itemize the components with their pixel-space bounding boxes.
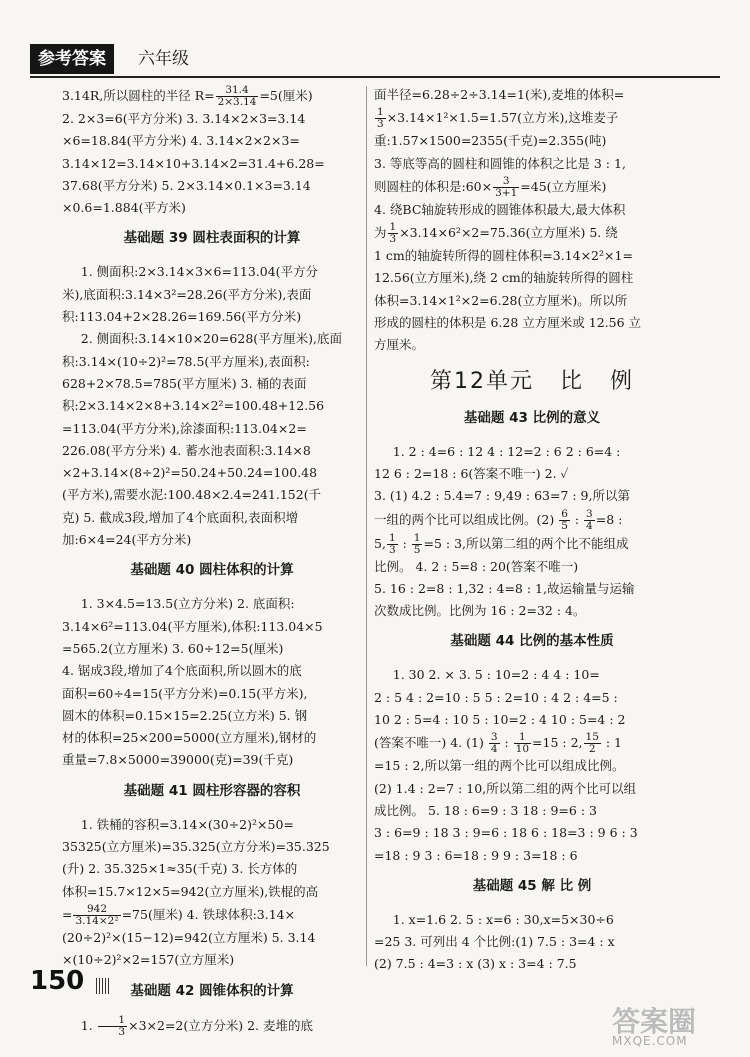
answer-line: (2) 7.5 : 4=3 : x (3) x : 3=4 : 7.5	[374, 956, 577, 972]
answer-line: (升) 2. 35.325×1≈35(千克) 3. 长方体的	[62, 861, 298, 877]
answer-line: 材的体积=25×200=5000(立方厘米),钢材的	[62, 730, 317, 746]
fraction-denominator: 4	[490, 743, 498, 756]
answer-line: 比例。 4. 2 : 5=8 : 20(答案不唯一)	[374, 558, 579, 574]
answer-line: 方厘米。	[374, 337, 425, 353]
fraction	[375, 107, 386, 130]
answer-line: 3.14×12=3.14×10+3.14×2=31.4+6.28=	[62, 155, 325, 171]
answer-line: 35325(立方厘米)=35.325(立方分米)=35.325	[62, 839, 330, 855]
answer-line: (20÷2)²×(15−12)=942(立方厘米) 5. 3.14	[62, 929, 316, 945]
fraction-denominator: 2	[588, 743, 596, 756]
answer-line: 一组的两个比可以组成比例。(2) $\frac{6}{5}$ : $\frac{3}{4}$ =8 :	[374, 507, 623, 532]
fraction	[387, 533, 398, 556]
fraction-numerator: 1	[377, 106, 384, 119]
answer-line: (2) 1.4 : 2=7 : 10,所以第二组的两个比可以组	[374, 780, 637, 796]
fraction	[493, 176, 519, 199]
answer-line: 4. 绕BC轴旋转形成的圆锥体积最大,最大体积	[374, 201, 626, 217]
fraction	[216, 85, 259, 108]
fraction	[559, 509, 570, 532]
answer-line: $\frac{1}{3}$ ×3.14×1²×1.5=1.57(立方米),这堆麦子	[377, 106, 619, 131]
fraction-denominator: 4	[586, 519, 593, 532]
fraction-numerator: 1	[98, 1015, 127, 1027]
fraction-denominator: 3	[118, 1025, 126, 1038]
fraction	[584, 509, 595, 532]
section-title-44: 基础题 44 比例的基本性质	[450, 633, 614, 650]
fraction	[514, 732, 531, 755]
answer-line: 1. 3×4.5=13.5(立方分米) 2. 底面积:	[80, 596, 295, 612]
answer-line: (平方米),需要水泥:100.48×2.4=241.152(千	[62, 487, 322, 503]
fraction-numerator: 1	[514, 732, 531, 744]
answer-line: 1. $\frac{1}{3}$ ×3×2=2(立方分米) 2. 麦堆的底	[80, 1013, 314, 1038]
answer-line: 37.68(平方分米) 5. 2×3.14×0.1×3=3.14	[62, 177, 311, 193]
fraction-numerator: 31.4	[216, 85, 259, 97]
fraction-numerator: 3	[493, 176, 519, 188]
answer-line: =113.04(平方分米),涂漆面积:113.04×2=	[62, 420, 307, 436]
answer-line: 克) 5. 截成3段,增加了4个底面积,表面积增	[62, 509, 299, 525]
fraction-numerator: 1	[389, 221, 397, 234]
right-column	[374, 84, 690, 976]
answer-line: 体积=3.14×1²×2=6.28(立方厘米)。所以所	[374, 292, 628, 308]
fraction	[98, 1015, 127, 1038]
fraction	[73, 904, 120, 927]
answer-line: 10 2 : 5=4 : 10 5 : 10=2 : 4 10 : 5=4 : 2	[374, 712, 626, 728]
watermark-url: MXQE.COM	[612, 1034, 688, 1048]
answer-line: 5, $\frac{1}{3}$ : $\frac{1}{5}$ =5 : 3,所以第二组的两个比不能组成	[374, 531, 629, 556]
answer-line: 1. x=1.6 2. 5 : x=6 : 30,x=5×30÷6	[392, 911, 614, 927]
answer-line: 积:2×3.14×2×8+3.14×2²=100.48+12.56	[62, 398, 325, 414]
answer-line: ×(10÷2)²×2=157(立方厘米)	[62, 952, 235, 968]
unit-name: 第12单元	[429, 368, 534, 394]
answer-line: ×0.6=1.884(平方米)	[62, 200, 186, 216]
fraction-denominator: 3	[388, 543, 396, 556]
answer-line: 5. 16 : 2=8 : 1,32 : 4=8 : 1,故运输量与运输	[374, 580, 635, 596]
answer-line: 圆木的体积=0.15×15=2.25(立方米) 5. 钢	[62, 707, 308, 723]
watermark-text: 答案圈	[612, 1005, 697, 1038]
answer-line: 12 6 : 2=18 : 6(答案不唯一) 2. ✓	[374, 465, 569, 481]
answer-line: 1. 2 : 4=6 : 12 4 : 12=2 : 6 2 : 6=4 :	[392, 443, 621, 459]
answer-line: 重量=7.8×5000=39000(克)=39(千克)	[62, 752, 294, 768]
answer-line: 3 : 6=9 : 18 3 : 9=6 : 18 6 : 18=3 : 9 6 : 3	[374, 825, 638, 841]
fraction	[584, 732, 601, 755]
fraction-denominator: 3.14×2²	[75, 914, 119, 927]
fraction-numerator: 942	[73, 904, 120, 916]
fraction-denominator: 3	[377, 118, 384, 131]
unit-word-1: 比	[559, 368, 584, 394]
page-number-decoration	[96, 978, 110, 994]
watermark-logo	[612, 1005, 730, 1050]
answer-line: 积:113.04+2×28.26=169.56(平方分米)	[62, 309, 302, 325]
answer-line: 加:6×4=24(平方分米)	[62, 532, 192, 548]
answer-line: = $\frac{942}{\text{3.14×2²}}$ =75(厘米) 4. 铁球体积:3.14×	[62, 902, 296, 927]
header-label: 参考答案	[30, 44, 114, 74]
answer-line: 3. (1) 4.2 : 5.4=7 : 9,49 : 63=7 : 9,所以第	[374, 488, 630, 504]
answer-line: 3.14R,所以圆柱的半径 R= $\frac{31.4}{2\times 3.14}$ =5(厘米)	[62, 84, 313, 108]
answer-line: 1. 30 2. × 3. 5 : 10=2 : 4 4 : 10=	[392, 667, 600, 683]
fraction-denominator: 5	[561, 519, 568, 532]
answer-line: 体积=15.7×12×5=942(立方厘米),铁棍的高	[62, 883, 319, 899]
answer-line: ×2+3.14×(8÷2)²=50.24+50.24=100.48	[62, 465, 318, 481]
header-rule	[30, 76, 720, 78]
fraction-denominator: 3+1	[495, 186, 518, 199]
fraction-numerator: 6	[561, 507, 568, 520]
answer-line: 1. 铁桶的容积=3.14×(30÷2)²×50=	[80, 816, 294, 832]
section-title-43: 基础题 43 比例的意义	[463, 409, 601, 426]
answer-line: =15 : 2,所以第一组的两个比可以组成比例。	[374, 758, 625, 774]
unit-title	[374, 365, 690, 399]
section-title-45: 基础题 45 解 比 例	[472, 877, 592, 894]
answer-line: =18 : 9 3 : 6=18 : 9 9 : 3=18 : 6	[374, 847, 578, 863]
page-number: 150	[30, 966, 85, 996]
answer-line: 米),底面积:3.14×3²=28.26(平方分米),表面	[62, 286, 312, 302]
answer-line: ×6=18.84(平方分米) 4. 3.14×2×2×3=	[62, 133, 300, 149]
fraction-numerator: 1	[413, 531, 421, 544]
answer-line: 1. 侧面积:2×3.14×3×6=113.04(平方分	[80, 264, 319, 280]
answer-line: 面积=60÷4=15(平方分米)=0.15(平方米),	[62, 685, 308, 701]
fraction-numerator: 3	[490, 731, 498, 744]
answer-line: 1 cm的轴旋转所得的圆柱体积=3.14×2²×1=	[374, 248, 633, 264]
answer-line: 2 : 5 4 : 2=10 : 5 5 : 2=10 : 4 2 : 4=5 :	[374, 689, 618, 705]
fraction-numerator: 15	[585, 731, 599, 744]
fraction	[388, 222, 399, 245]
answer-line: 面半径=6.28÷2÷3.14=1(米),麦堆的体积=	[374, 87, 625, 102]
answer-line: 次数成比例。比例为 16 : 2=32 : 4。	[374, 603, 586, 619]
fraction-denominator: 3	[389, 233, 397, 246]
answer-line: 形成的圆柱的体积是 6.28 立方厘米或 12.56 立	[374, 315, 642, 331]
section-title-40: 基础题 40 圆柱体积的计算	[130, 562, 294, 579]
fraction	[412, 533, 423, 556]
answer-line: 2. 2×3=6(平方分米) 3. 3.14×2×3=3.14	[62, 111, 306, 126]
answer-line: 则圆柱的体积是:60× $\frac{3}{3+1}$ =45(立方厘米)	[374, 174, 607, 199]
answer-line: 2. 侧面积:3.14×10×20=628(平方厘米),底面	[80, 331, 343, 347]
fraction-denominator: 10	[515, 743, 530, 756]
answer-line: 4. 锯成3段,增加了4个底面积,所以圆木的底	[62, 663, 302, 679]
fraction-denominator: 5	[413, 543, 421, 556]
header-grade: 六年级	[138, 49, 189, 69]
fraction-numerator: 1	[388, 531, 396, 544]
left-column	[62, 84, 362, 1038]
answer-line: =25 3. 可列出 4 个比例:(1) 7.5 : 3=4 : x	[374, 934, 615, 950]
answer-line: 12.56(立方厘米),绕 2 cm的轴旋转所得的圆柱	[374, 270, 634, 286]
answer-line: 积:3.14×(10÷2)²=78.5(平方厘米),表面积:	[62, 353, 310, 369]
section-title-39: 基础题 39 圆柱表面积的计算	[123, 230, 301, 247]
section-title-42: 基础题 42 圆锥体积的计算	[130, 982, 294, 999]
answer-line: 628+2×78.5=785(平方厘米) 3. 桶的表面	[62, 375, 307, 391]
answer-line: 为 $\frac{1}{3}$ ×3.14×6²×2=75.36(立方厘米) 5. 绕	[374, 221, 618, 246]
answer-line: =565.2(立方厘米) 3. 60÷12=5(厘米)	[62, 640, 284, 656]
answer-line: 成比例。 5. 18 : 6=9 : 3 18 : 9=6 : 3	[374, 802, 597, 818]
fraction-numerator: 3	[586, 507, 593, 520]
page-header	[30, 44, 720, 78]
column-divider	[366, 86, 367, 966]
answer-line: 3.14×6²=113.04(平方厘米),体积:113.04×5	[62, 618, 323, 634]
answer-line: (答案不唯一) 4. (1) $\frac{3}{4}$ : $\frac{1}{10}$ =15 : 2, $\frac{15}{2}$ : 1	[374, 731, 623, 756]
unit-word-2: 例	[610, 368, 635, 394]
fraction	[489, 732, 500, 755]
fraction-denominator: 2×3.14	[217, 96, 257, 108]
answer-line: 重:1.57×1500=2355(千克)=2.355(吨)	[374, 133, 607, 149]
section-title-41: 基础题 41 圆柱形容器的容积	[123, 782, 301, 799]
answer-line: 226.08(平方分米) 4. 蓄水池表面积:3.14×8	[62, 442, 311, 458]
answer-line: 3. 等底等高的圆柱和圆锥的体积之比是 3 : 1,	[374, 155, 626, 171]
